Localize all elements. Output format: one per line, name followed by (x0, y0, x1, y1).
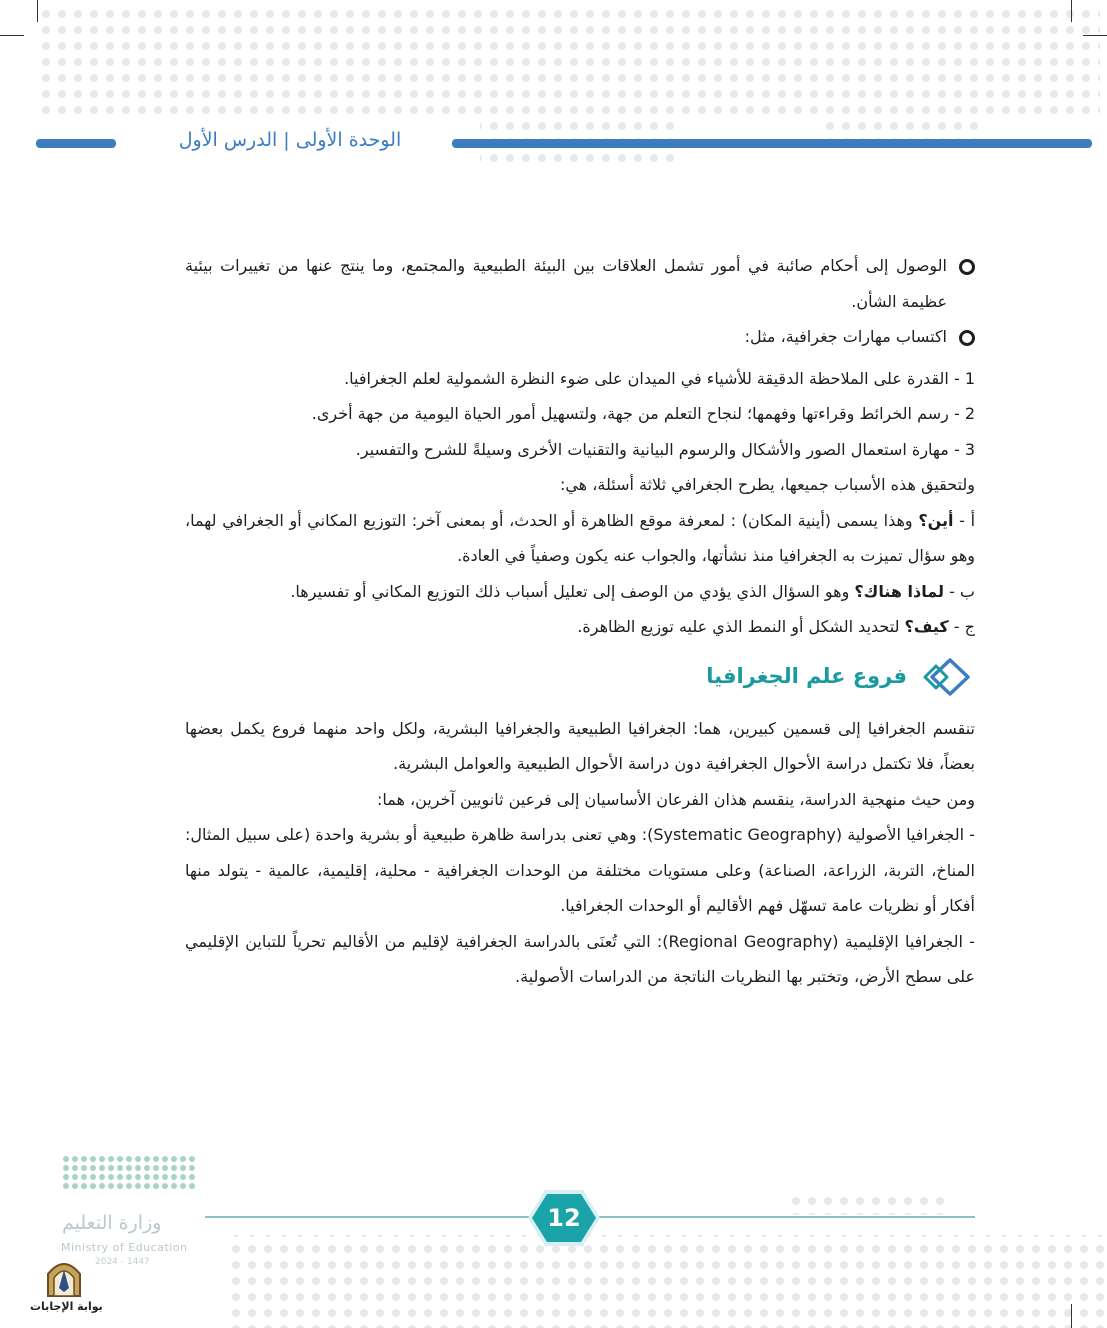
objective-text: الوصول إلى أحكام صائبة في أمور تشمل العلاقات بين البيئة الطبيعية والمجتمع، وما ينتج عنها من تغييرات بيئية عظيمة الشأن. (185, 256, 947, 311)
ring-bullet-icon (959, 259, 975, 275)
page-body (185, 248, 975, 995)
skill-item: 3 - مهارة استعمال الصور والأشكال والرسوم البيانية والتقنيات الأخرى وسيلةً للشرح والتفسير. (355, 439, 975, 459)
portal-logo-icon (44, 1256, 84, 1298)
question-text: لتحديد الشكل أو النمط الذي عليه توزيع الظاهرة. (577, 617, 905, 636)
objective-text: اكتساب مهارات جغرافية، مثل: (744, 327, 947, 346)
crop-mark (1083, 35, 1107, 36)
branch-item: - الجغرافيا الإقليمية (Regional Geography): التي تُعنَى بالدراسة الجغرافية لإقليم من الأقاليم تحرياً للتباين الإقليمي على سطح الأرض، وتختبر بها النظريات الناتجة من الدراسات الأصولية. (185, 931, 976, 986)
double-diamond-icon (914, 657, 970, 697)
skill-item: 2 - رسم الخرائط وقراءتها وفهمها؛ لنجاح التعلم من جهة، ولتسهيل أمور الحياة اليومية من جهة أخرى. (311, 404, 975, 423)
method-intro: ومن حيث منهجية الدراسة، ينقسم هذان الفرعان الأساسيان إلى فرعين ثانويين آخرين، هما: (376, 789, 975, 809)
question-keyword: أين؟ (918, 510, 954, 530)
question-text: وهذا يسمى (أينية المكان) : لمعرفة موقع الظاهرة أو الحدث، أو بمعنى آخر: التوزيع المكاني أو الجغرافي لهما، وهو سؤال تميزت به الجغرافيا منذ نشأتها، والجواب عنه يكون وصفياً في العادة. (185, 510, 975, 565)
ring-bullet-icon (959, 330, 975, 346)
questions-intro: ولتحقيق هذه الأسباب جميعها، يطرح الجغرافي ثلاثة أسئلة، هي: (559, 475, 975, 494)
edition-year: 2024 - 1447 (95, 1257, 150, 1267)
header-accent-bar (36, 139, 116, 148)
header-accent-bar (452, 139, 1092, 148)
question-item (185, 503, 975, 574)
section-intro: تنقسم الجغرافيا إلى قسمين كبيرين، هما: الجغرافيا الطبيعية والجغرافيا البشرية، ولكل واحد منهما فروع يكمل بعضها بعضاً، فلا تكتمل دراسة الأحوال الجغرافية دون دراسة الأحوال الطبيعية والعوامل البشرية. (185, 718, 975, 773)
crop-mark (0, 35, 24, 36)
crop-mark (1071, 0, 1072, 22)
section-heading (185, 649, 975, 711)
page-number: 12 (547, 1204, 581, 1232)
ministry-name-en: Ministry of Education (61, 1241, 188, 1254)
objective-item (185, 319, 975, 355)
question-keyword: لماذا هناك؟ (854, 581, 944, 601)
ministry-logo-icon (62, 1155, 197, 1197)
unit-lesson-title: الوحدة الأولى | الدرس الأول (178, 129, 402, 151)
question-prefix: ج - (948, 617, 975, 636)
question-keyword: كيف؟ (904, 617, 949, 636)
portal-label: بوابة الإجابات (30, 1300, 103, 1313)
question-text: وهو السؤال الذي يؤدي من الوصف إلى تعليل أسباب ذلك التوزيع المكاني أو تفسيرها. (290, 581, 855, 601)
ministry-name-ar: وزارة التعليم (62, 1212, 162, 1234)
objective-item (185, 248, 975, 319)
question-item (185, 574, 975, 610)
skill-item: 1 - القدرة على الملاحظة الدقيقة للأشياء في الميدان على ضوء النظرة الشمولية لعلم الجغرافيا. (344, 368, 975, 388)
branch-item: - الجغرافيا الأصولية (Systematic Geography): وهي تعنى بدراسة ظاهرة طبيعية أو بشرية واحدة (على سبيل المثال: المناخ، التربة، الزراعة، الصناعة) وعلى مستويات مختلفة من الوحدات الجغرافية - محلية، إقليمية، عالمية - يتولد منها أفكار أو نظريات عامة تسهّل فهم الأقاليم أو الوحدات الجغرافيا. (185, 825, 975, 915)
crop-mark (37, 0, 38, 22)
question-prefix: أ - (953, 510, 976, 530)
page-number-badge (527, 1188, 601, 1248)
question-item (185, 609, 975, 645)
question-prefix: ب - (943, 581, 975, 601)
section-title: فروع علم الجغرافيا (706, 663, 907, 688)
crop-mark (1071, 1304, 1072, 1328)
footer-dot-pattern (230, 1195, 1107, 1328)
